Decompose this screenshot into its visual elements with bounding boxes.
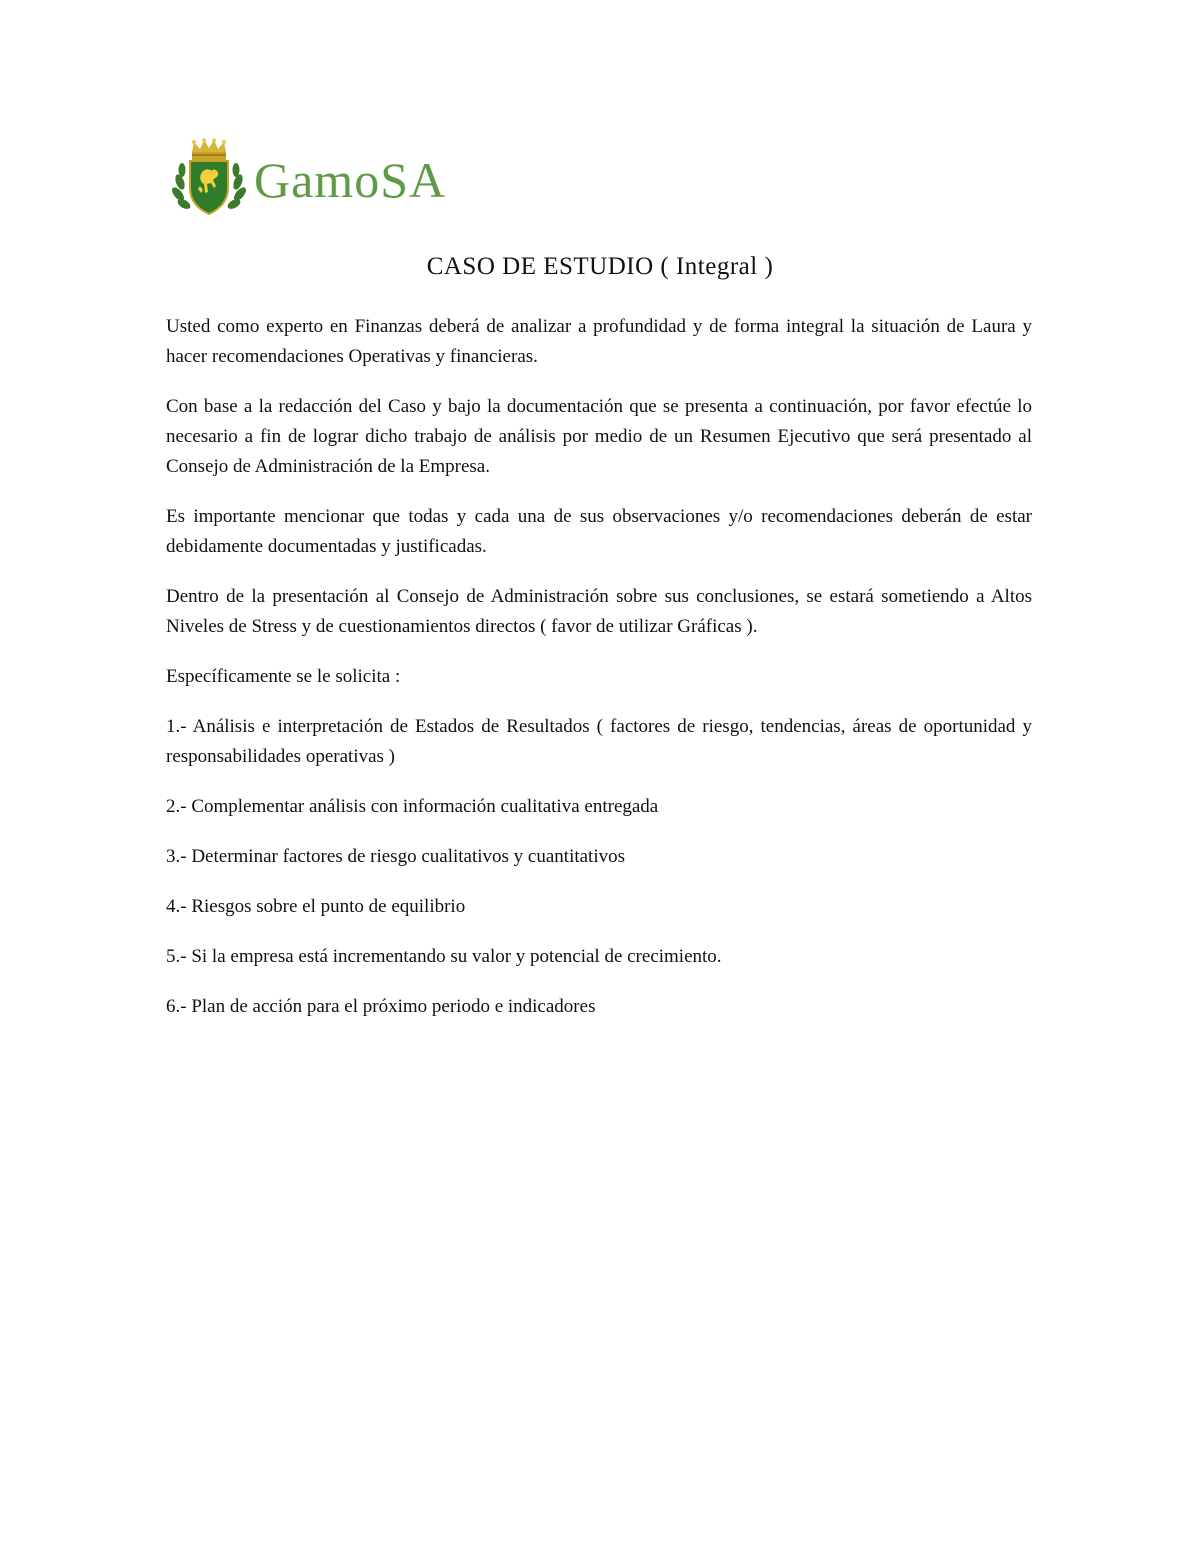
- coat-of-arms-icon: [170, 138, 248, 218]
- company-logo-text: GamoSA: [254, 152, 447, 208]
- document-title: CASO DE ESTUDIO ( Integral ): [426, 253, 774, 280]
- paragraph-base: Con base a la redacción del Caso y bajo la documentación que se presenta a continuación, por favor efectúe lo necesario a fin de lograr dicho trabajo de análisis por medio de un Resumen Ejecutivo que será presentado al Consejo de Administración de la Empresa.: [166, 396, 1032, 477]
- paragraph-intro: Usted como experto en Finanzas deberá de analizar a profundidad y de forma integral la situación de Laura y hacer recomendaciones Operativas y financieras.: [166, 316, 1032, 367]
- list-item: 3.- Determinar factores de riesgo cualitativos y cuantitativos: [166, 846, 626, 867]
- list-item: 6.- Plan de acción para el próximo periodo e indicadores: [166, 996, 596, 1017]
- company-logo: [170, 138, 446, 218]
- document-body: [166, 312, 1032, 1042]
- list-item: 5.- Si la empresa está incrementando su valor y potencial de crecimiento.: [166, 946, 722, 967]
- paragraph-request: Específicamente se le solicita :: [166, 666, 401, 687]
- paragraph-presentation: Dentro de la presentación al Consejo de Administración sobre sus conclusiones, se estará sometiendo a Altos Niveles de Stress y de cuestionamientos directos ( favor de utilizar Gráficas ).: [166, 586, 1032, 637]
- paragraph-importance: Es importante mencionar que todas y cada una de sus observaciones y/o recomendaciones deberán de estar debidamente documentadas y justificadas.: [166, 506, 1032, 557]
- list-item: 4.- Riesgos sobre el punto de equilibrio: [166, 896, 466, 917]
- list-item: 1.- Análisis e interpretación de Estados de Resultados ( factores de riesgo, tendencias, áreas de oportunidad y responsabilidades operativas ): [166, 716, 1032, 767]
- list-item: 2.- Complementar análisis con información cualitativa entregada: [166, 796, 659, 817]
